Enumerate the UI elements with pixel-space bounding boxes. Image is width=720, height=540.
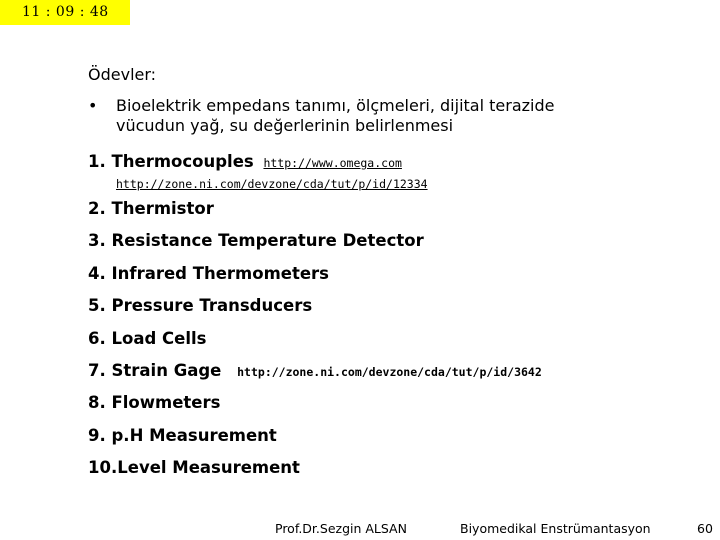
item-label: Level Measurement xyxy=(117,458,300,477)
item-label: Thermistor xyxy=(111,199,214,218)
list-item-ph xyxy=(88,426,277,445)
list-item-infrared xyxy=(88,264,329,283)
item-number: 2. xyxy=(88,199,106,218)
item-label: Load Cells xyxy=(111,329,207,348)
item-number: 5. xyxy=(88,296,106,315)
footer-author: Prof.Dr.Sezgin ALSAN xyxy=(275,521,407,536)
item-number: 3. xyxy=(88,231,106,250)
list-item-thermocouples xyxy=(88,152,402,171)
item-label: Pressure Transducers xyxy=(111,296,313,315)
page-title: Ödevler: xyxy=(88,65,157,84)
item-label: Flowmeters xyxy=(111,393,221,412)
list-item-level xyxy=(88,458,300,477)
item-label: p.H Measurement xyxy=(111,426,277,445)
item-number: 8. xyxy=(88,393,106,412)
list-item-pressure xyxy=(88,296,312,315)
item-label: Thermocouples xyxy=(111,152,254,171)
bullet-text: Bioelektrik empedans tanımı, ölçmeleri, dijital terazide vücudun yağ, su değerlerinin belirlenmesi xyxy=(116,96,555,135)
ni-thermocouple-link[interactable]: http://zone.ni.com/devzone/cda/tut/p/id/12334 xyxy=(116,177,428,191)
list-item-flowmeters xyxy=(88,393,220,412)
omega-link[interactable]: http://www.omega.com xyxy=(263,156,402,170)
list-item-strain-gage xyxy=(88,361,542,380)
item-label: Strain Gage xyxy=(111,361,222,380)
item-number: 9. xyxy=(88,426,106,445)
list-item-rtd xyxy=(88,231,424,250)
item-label: Resistance Temperature Detector xyxy=(111,231,424,250)
ni-strain-gage-link[interactable]: http://zone.ni.com/devzone/cda/tut/p/id/3642 xyxy=(237,365,542,379)
page-number: 60 xyxy=(697,521,713,536)
item-number: 4. xyxy=(88,264,106,283)
bullet-dot-icon: • xyxy=(88,96,98,115)
item-label: Infrared Thermometers xyxy=(111,264,329,283)
clock-display: 11 : 09 : 48 xyxy=(0,0,130,25)
item-number: 6. xyxy=(88,329,106,348)
list-item-load-cells xyxy=(88,329,206,348)
item-number: 10. xyxy=(88,458,118,477)
item-number: 7. xyxy=(88,361,106,380)
list-item-thermistor xyxy=(88,199,214,218)
footer-course: Biyomedikal Enstrümantasyon xyxy=(460,521,651,536)
list-item-thermocouples-link2 xyxy=(116,173,428,192)
item-number: 1. xyxy=(88,152,106,171)
